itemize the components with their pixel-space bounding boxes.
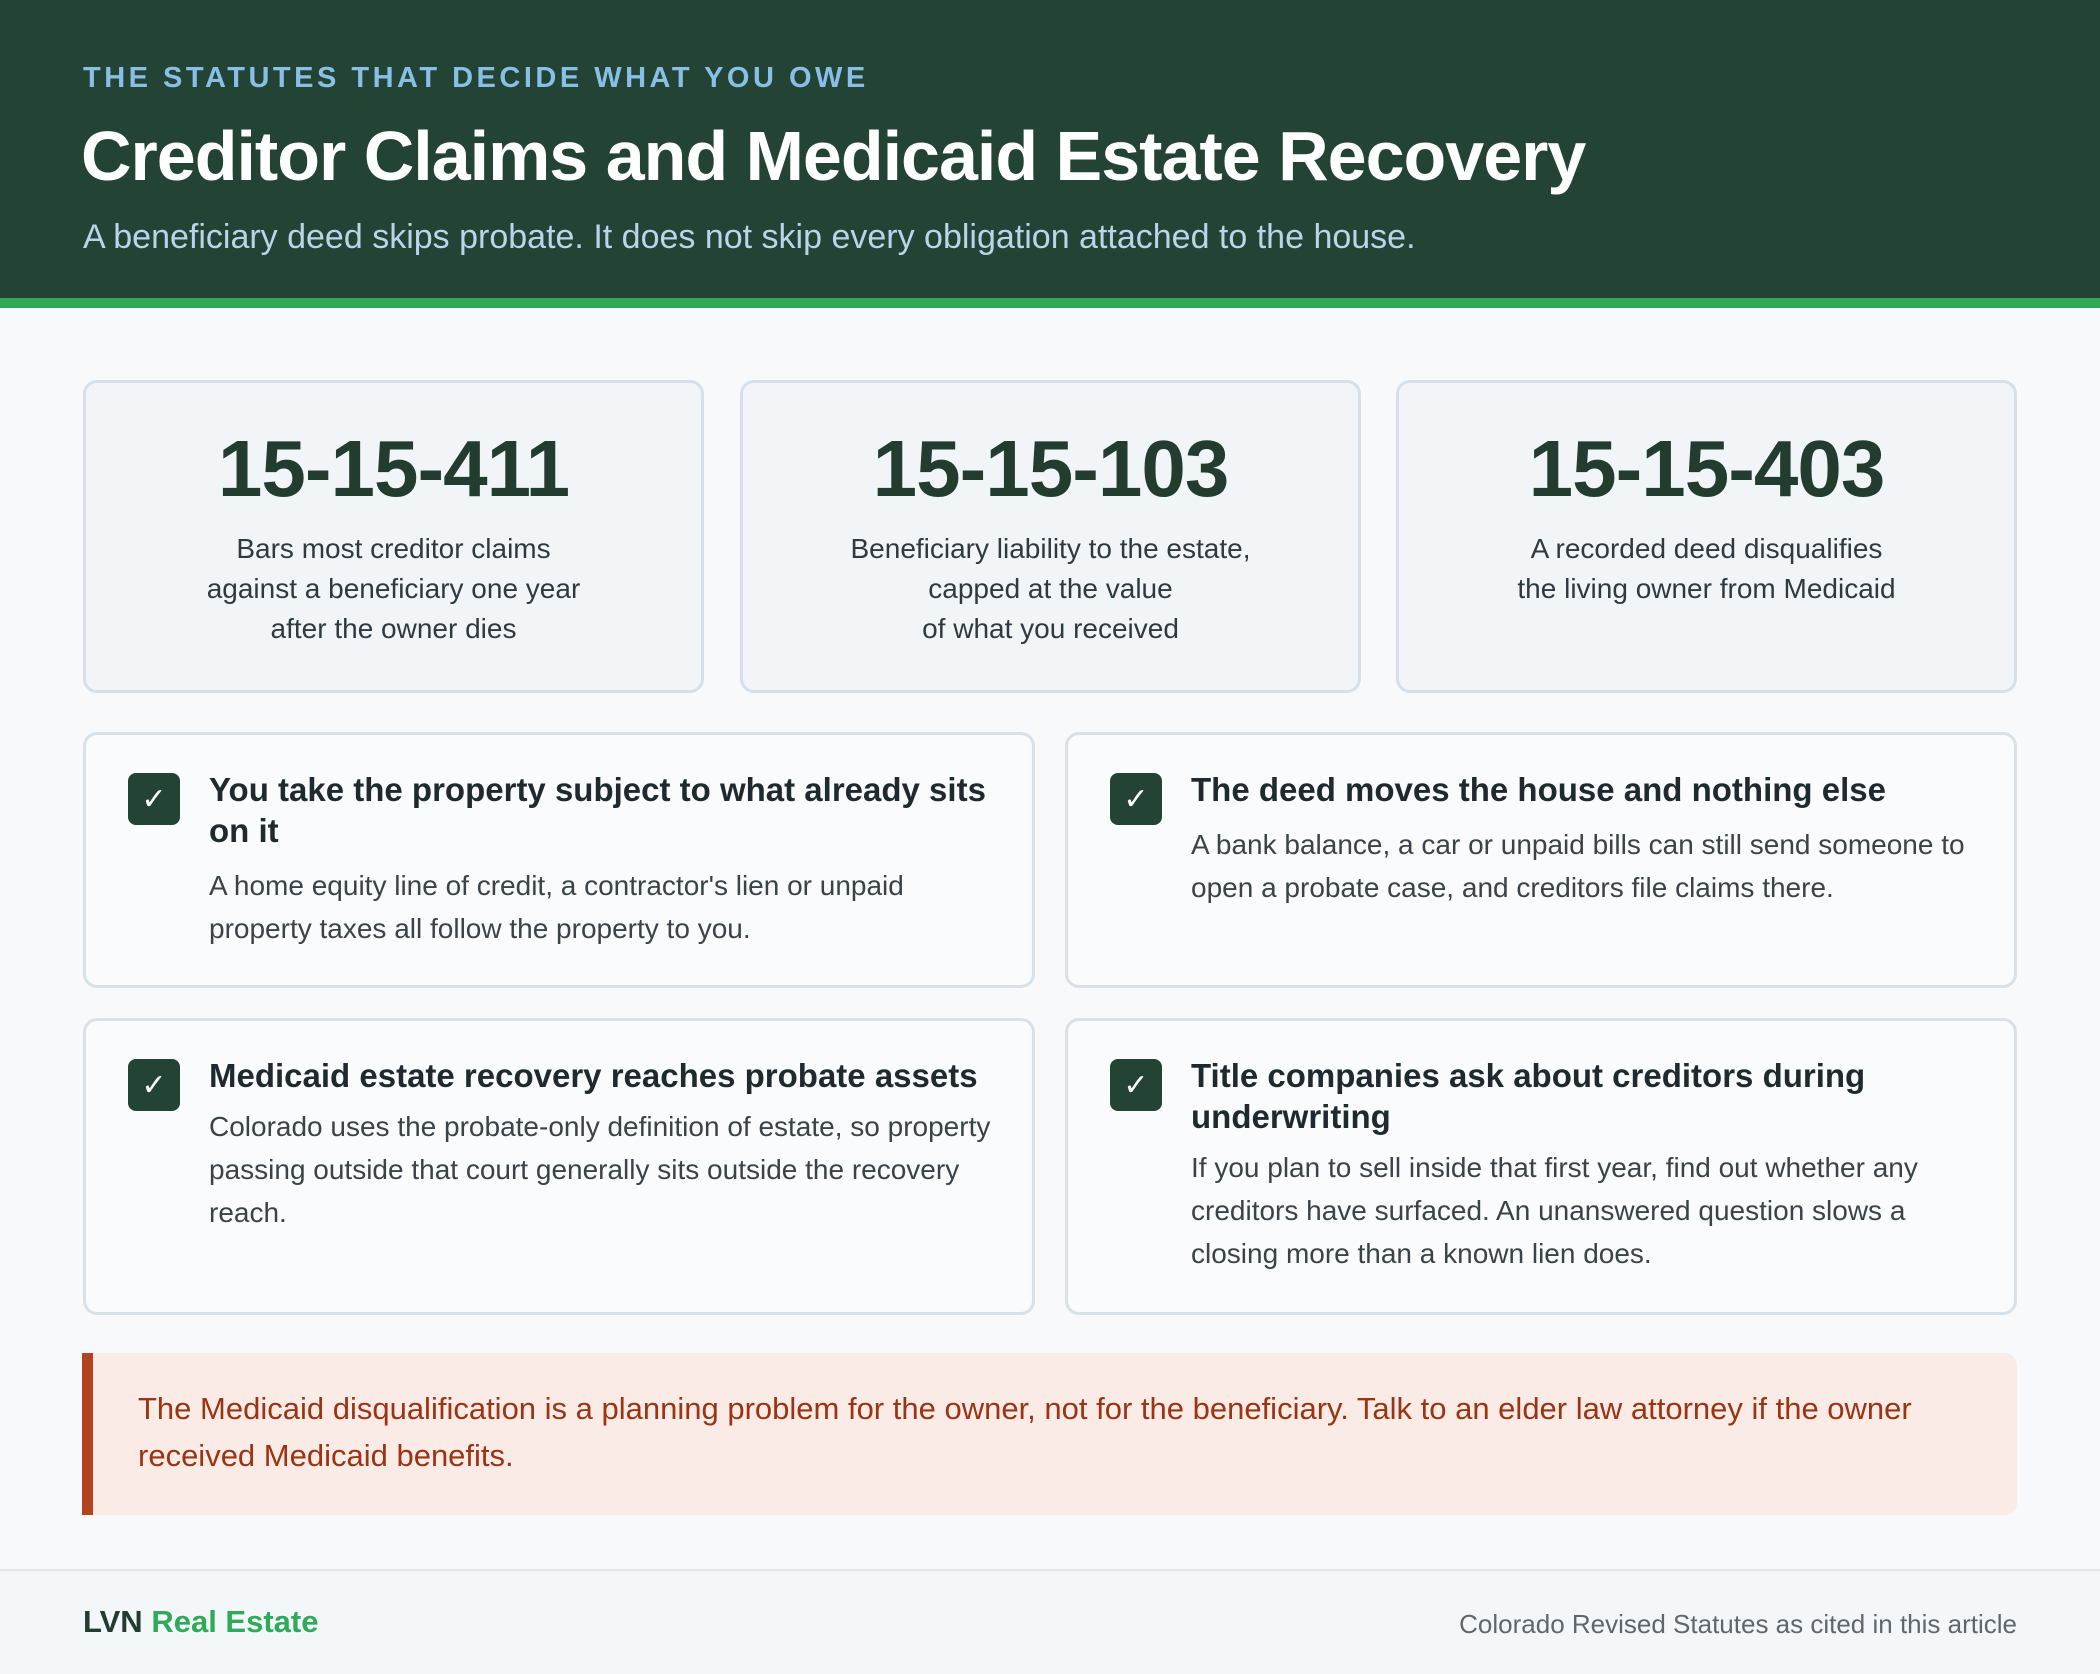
eyebrow-label: THE STATUTES THAT DECIDE WHAT YOU OWE — [83, 62, 869, 94]
item-title: The deed moves the house and nothing else — [1191, 771, 1886, 808]
stat-description: Bars most creditor claims against a beneficiary one year after the owner dies — [206, 533, 581, 644]
brand-accent: Real Estate — [151, 1604, 319, 1639]
stat-number: 15-15-411 — [217, 424, 570, 513]
item-title: You take the property subject to what already sits on it — [209, 771, 986, 849]
list-item — [83, 732, 1035, 988]
stat-number: 15-15-403 — [1528, 424, 1885, 513]
source-note: Colorado Revised Statutes as cited in this article — [1459, 1609, 2017, 1639]
stat-card-15-15-103 — [740, 380, 1361, 693]
list-item — [83, 1018, 1035, 1315]
checkmark-icon: ✓ — [1110, 1059, 1162, 1111]
item-body: Colorado uses the probate-only definition of estate, so property passing outside that court generally sits outside the recovery reach. — [209, 1111, 991, 1228]
item-body: A home equity line of credit, a contractor's lien or unpaid property taxes all follow the property to you. — [209, 870, 904, 944]
page-header — [0, 0, 2100, 308]
checkmark-icon: ✓ — [1110, 773, 1162, 825]
stat-number: 15-15-103 — [872, 424, 1229, 513]
page-title: Creditor Claims and Medicaid Estate Recovery — [81, 117, 1586, 195]
list-item — [1065, 1018, 2017, 1315]
stat-description: A recorded deed disqualifies the living owner from Medicaid — [1517, 533, 1896, 604]
stat-card-15-15-403 — [1396, 380, 2017, 693]
checkmark-icon: ✓ — [128, 773, 180, 825]
brand-logo — [83, 1604, 318, 1640]
checkmark-icon: ✓ — [128, 1059, 180, 1111]
callout-text: The Medicaid disqualification is a planning problem for the owner, not for the beneficiary. Talk to an elder law attorney if the owner received Medicaid benefits. — [138, 1391, 1912, 1473]
item-title: Medicaid estate recovery reaches probate assets — [209, 1057, 978, 1094]
page-footer — [0, 1569, 2100, 1674]
page-subtitle: A beneficiary deed skips probate. It does not skip every obligation attached to the house. — [83, 218, 1416, 256]
item-body: If you plan to sell inside that first year, find out whether any creditors have surfaced. An unanswered question slows a closing more than a known lien does. — [1191, 1152, 1918, 1269]
item-title: Title companies ask about creditors during underwriting — [1191, 1057, 1866, 1135]
warning-callout — [82, 1353, 2017, 1515]
stat-card-15-15-411 — [83, 380, 704, 693]
stat-description: Beneficiary liability to the estate, capped at the value of what you received — [850, 533, 1251, 644]
list-item — [1065, 732, 2017, 988]
item-body: A bank balance, a car or unpaid bills can still send someone to open a probate case, and creditors file claims there. — [1191, 829, 1965, 903]
brand-primary: LVN — [83, 1604, 143, 1639]
